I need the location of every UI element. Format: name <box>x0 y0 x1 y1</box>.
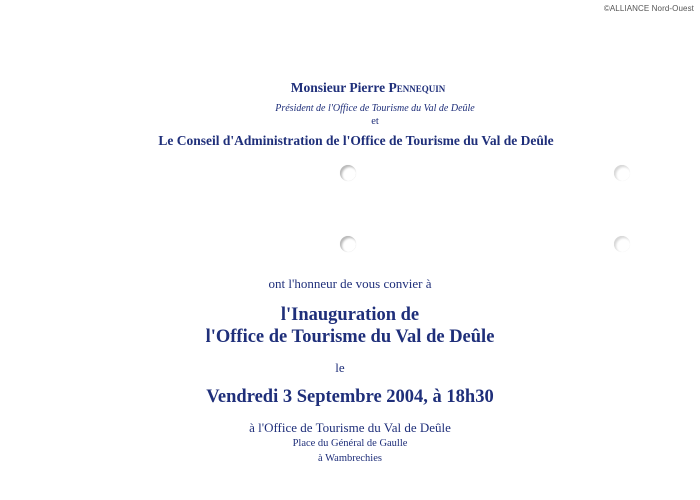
honour-line: ont l'honneur de vous convier à <box>268 276 432 291</box>
le-connector: le <box>335 360 345 375</box>
host-last-name: Pennequin <box>388 80 446 95</box>
venue-line: à l'Office de Tourisme du Val de Deûle <box>249 420 451 435</box>
address-line-2: à Wambrechies <box>318 453 382 464</box>
council-name: Le Conseil d'Administration de l'Office de Tourisme du Val de Deûle <box>158 133 554 148</box>
event-date: Vendredi 3 Septembre 2004, à 18h30 <box>206 387 494 407</box>
copyright-notice: ©ALLIANCE Nord-Ouest <box>603 4 694 13</box>
punch-hole-top-left <box>340 165 356 181</box>
host-first-name: Monsieur Pierre <box>290 80 389 95</box>
event-title-line-1: l'Inauguration de <box>280 305 420 325</box>
host-title: Président de l'Office de Tourisme du Val de Deûle <box>275 103 475 114</box>
conjunction: et <box>371 116 379 127</box>
host-name <box>18 80 700 96</box>
punch-hole-bottom-right <box>614 236 630 252</box>
address-line-1: Place du Général de Gaulle <box>292 438 408 449</box>
event-title-line-2: l'Office de Tourisme du Val de Deûle <box>205 327 495 347</box>
punch-hole-bottom-left <box>340 236 356 252</box>
punch-hole-top-right <box>614 165 630 181</box>
